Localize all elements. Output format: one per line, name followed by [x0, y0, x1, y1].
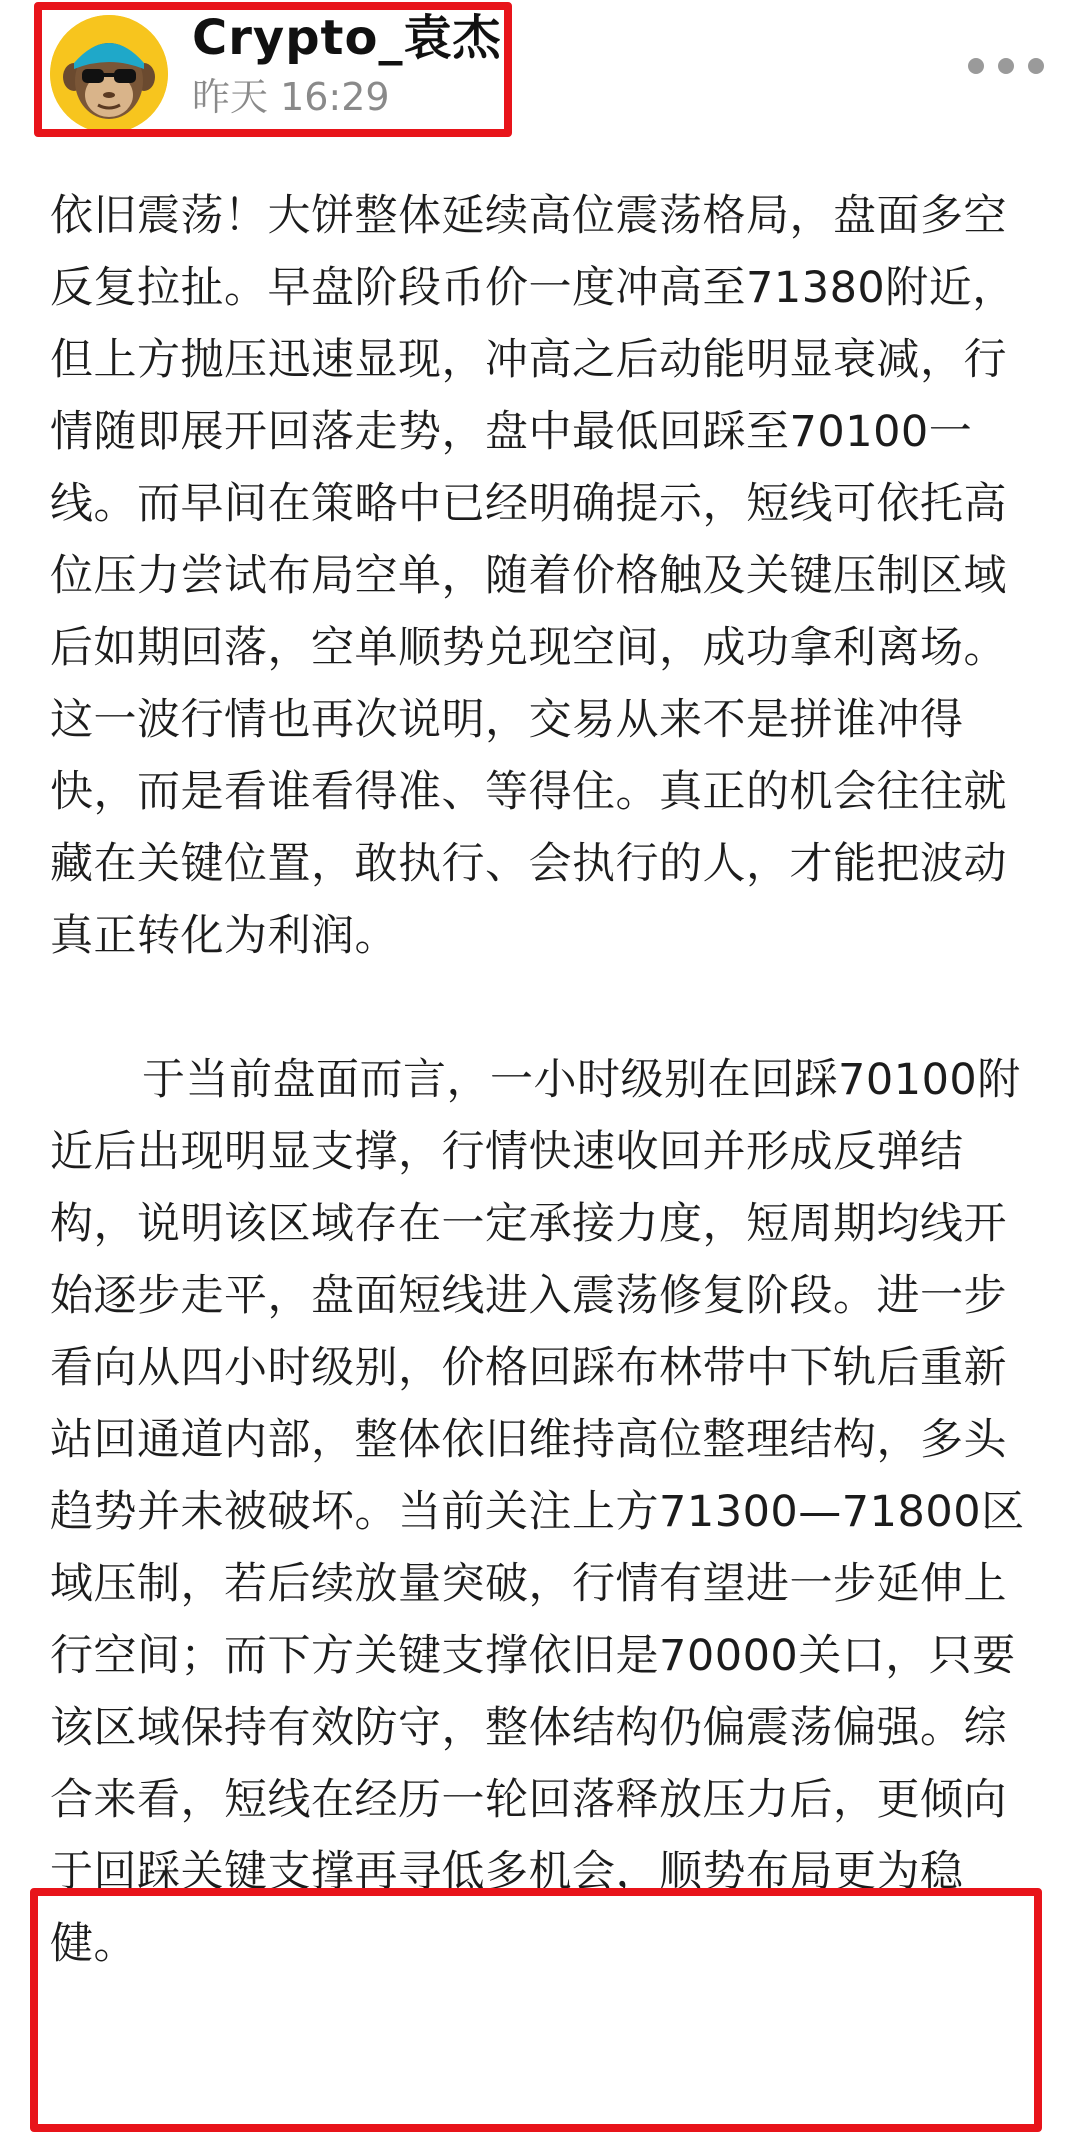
more-dot [968, 58, 984, 74]
more-dot [998, 58, 1014, 74]
paragraph-spacer [50, 972, 1040, 1044]
author-name[interactable]: Crypto_袁杰 [192, 10, 502, 66]
post-header [0, 0, 1080, 150]
highlight-box-author [34, 2, 512, 137]
post-paragraph-1: 依旧震荡！大饼整体延续高位震荡格局，盘面多空反复拉扯。早盘阶段币价一度冲高至71380附近，但上方抛压迅速显现，冲高之后动能明显衰减，行情随即展开回落走势，盘中最低回踩至70100一线。而早间在策略中已经明确提示，短线可依托高位压力尝试布局空单，随着价格触及关键压制区域后如期回落，空单顺势兑现空间，成功拿利离场。这一波行情也再次说明，交易从来不是拼谁冲得快，而是看谁看得准、等得住。真正的机会往往就藏在关键位置，敢执行、会执行的人，才能把波动真正转化为利润。 [50, 191, 1016, 961]
post-timestamp: 昨天 16:29 [192, 75, 390, 119]
more-dot [1028, 58, 1044, 74]
post-paragraph-2: 于当前盘面而言，一小时级别在回踩70100附近后出现明显支撑，行情快速收回并形成反弹结构，说明该区域存在一定承接力度，短周期均线开始逐步走平，盘面短线进入震荡修复阶段。进一步看向从四小时级别，价格回踩布林带中下轨后重新站回通道内部，整体依旧维持高位整理结构，多头趋势并未被破坏。当前关注上方71300—71800区域压制，若后续放量突破，行情有望进一步延伸上行空间；而下方关键支撑依旧是70000关口，只要该区域保持有效防守，整体结构仍偏震荡偏强。综合来看，短线在经历一轮回落释放压力后，更倾向于回踩关键支撑再寻低多机会，顺势布局更为稳健。 [50, 1055, 1025, 1969]
post-body [50, 180, 1040, 1980]
more-horizontal-icon[interactable] [968, 50, 1044, 82]
